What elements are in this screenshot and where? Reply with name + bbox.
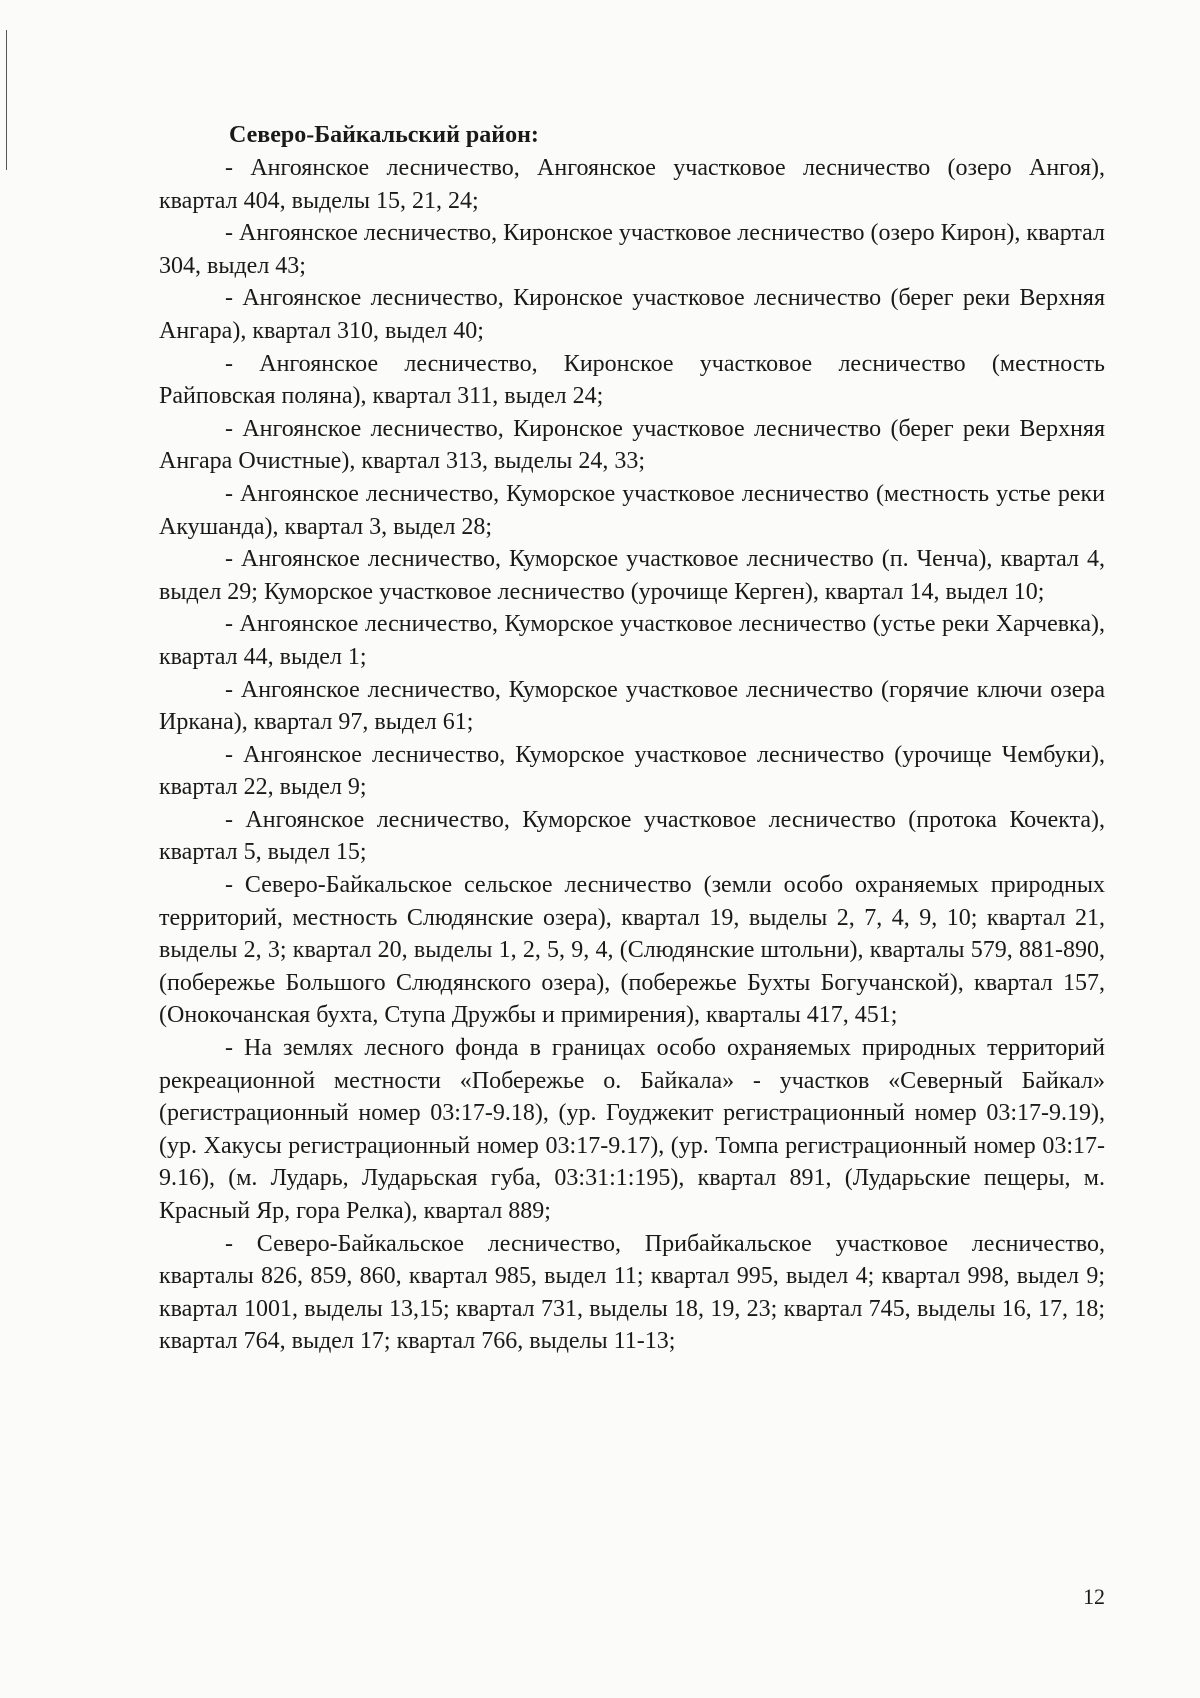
document-body	[159, 118, 1105, 1358]
list-item: - Ангоянское лесничество, Ангоянское участковое лесничество (озеро Ангоя), квартал 404, выделы 15, 21, 24;	[159, 155, 1105, 214]
list-item: - Ангоянское лесничество, Куморское участковое лесничество (урочище Чембуки), квартал 22, выдел 9;	[159, 741, 1105, 801]
list-item: - Северо-Байкальское сельское лесничество (земли особо охраняемых природных территорий, местность Слюдянские озера), квартал 19, выделы 2, 7, 4, 9, 10; квартал 21, выделы 2, 3; квартал 20, выделы 1, 2, 5, 9, 4, (Слюдянские штольни), кварталы 579, 881-890, (побережье Большого Слюдянского озера), (побережье Бухты Богучанской), квартал 157, (Онокочанская бухта, Ступа Дружбы и примирения), кварталы 417, 451;	[159, 872, 1105, 1029]
list-item: - Ангоянское лесничество, Куморское участковое лесничество (устье реки Харчевка), квартал 44, выдел 1;	[159, 611, 1105, 670]
list-item: - Ангоянское лесничество, Киронское участковое лесничество (берег реки Верхняя Ангара), квартал 310, выдел 40;	[159, 285, 1105, 344]
list-item: - Ангоянское лесничество, Киронское участковое лесничество (местность Райповская поляна), квартал 311, выдел 24;	[159, 350, 1105, 410]
list-item: - Ангоянское лесничество, Куморское участковое лесничество (местность устье реки Акушанда), квартал 3, выдел 28;	[159, 480, 1105, 540]
section-heading: Северо-Байкальский район:	[229, 122, 539, 148]
list-item: - Ангоянское лесничество, Киронское участковое лесничество (берег реки Верхняя Ангара Очистные), квартал 313, выделы 24, 33;	[159, 415, 1105, 475]
list-item: - Ангоянское лесничество, Куморское участковое лесничество (горячие ключи озера Иркана), квартал 97, выдел 61;	[159, 676, 1105, 736]
list-item: - Северо-Байкальское лесничество, Прибайкальское участковое лесничество, кварталы 826, 859, 860, квартал 985, выдел 11; квартал 995, выдел 4; квартал 998, выдел 9; квартал 1001, выделы 13,15; квартал 731, выделы 18, 19, 23; квартал 745, выделы 16, 17, 18; квартал 764, выдел 17; квартал 766, выделы 11-13;	[159, 1230, 1105, 1355]
list-item: - Ангоянское лесничество, Киронское участковое лесничество (озеро Кирон), квартал 304, выдел 43;	[159, 220, 1105, 279]
list-item: - На землях лесного фонда в границах особо охраняемых природных территорий рекреационной местности «Побережье о. Байкала» - участков «Северный Байкал» (регистрационный номер 03:17-9.18), (ур. Гоуджекит регистрационный номер 03:17-9.19), (ур. Хакусы регистрационный номер 03:17-9.17), (ур. Томпа регистрационный номер 03:17-9.16), (м. Лударь, Лударьская губа, 03:31:1:195), квартал 891, (Лударьские пещеры, м. Красный Яр, гора Релка), квартал 889;	[159, 1035, 1105, 1224]
list-item: - Ангоянское лесничество, Куморское участковое лесничество (п. Ченча), квартал 4, выдел 29; Куморское участковое лесничество (урочище Керген), квартал 14, выдел 10;	[159, 546, 1105, 605]
scan-edge-line	[6, 30, 7, 170]
list-item: - Ангоянское лесничество, Куморское участковое лесничество (протока Кочекта), квартал 5, выдел 15;	[159, 806, 1105, 866]
page-number: 12	[1083, 1584, 1105, 1609]
